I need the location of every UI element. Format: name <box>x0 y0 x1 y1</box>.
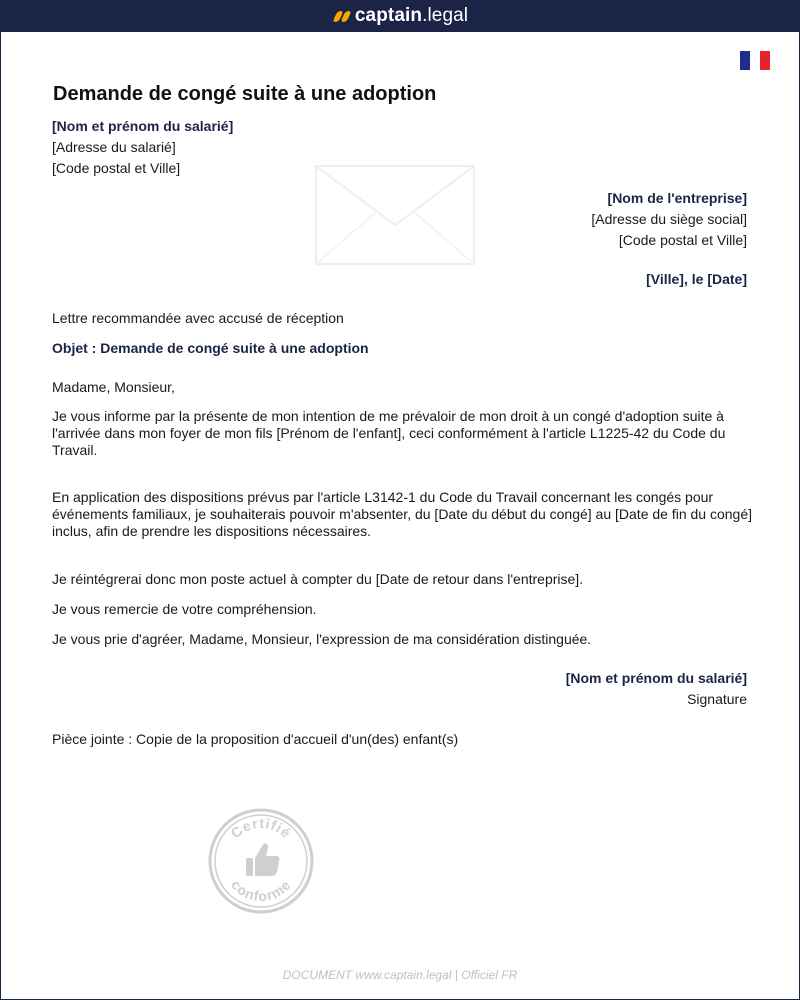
logo-tld: .legal <box>422 5 469 26</box>
sender-city: [Code postal et Ville] <box>52 160 181 176</box>
body-paragraph-3: Je réintégrerai donc mon poste actuel à compter du [Date de retour dans l'entreprise]. <box>52 571 584 587</box>
france-flag-icon <box>740 51 770 70</box>
salutation: Madame, Monsieur, <box>52 379 175 395</box>
logo-slash-icon <box>332 8 352 24</box>
attachment-line: Pièce jointe : Copie de la proposition d'accueil d'un(des) enfant(s) <box>52 731 459 747</box>
body-paragraph-4: Je vous remercie de votre compréhension. <box>52 601 317 617</box>
body-paragraph-1: Je vous informe par la présente de mon intention de me prévaloir de mon droit à un congé d'adoption suite à l'arrivée dans mon foyer de mon fils [Prénom de l'enfant], ceci conformément à l'article L1225-42 du Code du Travail. <box>52 408 726 458</box>
recipient-address: [Adresse du siège social] <box>591 211 747 227</box>
envelope-watermark-icon <box>315 165 475 265</box>
thumbs-up-icon <box>246 844 279 876</box>
recipient-company: [Nom de l'entreprise] <box>607 190 747 206</box>
document-title: Demande de congé suite à une adoption <box>53 83 437 105</box>
delivery-mode: Lettre recommandée avec accusé de réception <box>52 310 344 326</box>
closing-formula: Je vous prie d'agréer, Madame, Monsieur, l'expression de ma considération distinguée. <box>52 631 592 647</box>
captain-legal-logo[interactable] <box>332 5 468 27</box>
body-paragraph-2: En application des dispositions prévus par l'article L3142-1 du Code du Travail concernant les congés pour événements familiaux, je souhaiterais pouvoir m'absenter, du [Date du début du congé] au [Date de fin du congé] inclus, afin de prendre les dispositions nécessaires. <box>52 489 753 539</box>
signature-label: Signature <box>687 691 747 707</box>
top-bar <box>0 0 800 32</box>
certified-stamp <box>208 808 314 914</box>
signature-name: [Nom et prénom du salarié] <box>565 670 747 686</box>
stamp-bottom-text: conforme <box>227 876 295 905</box>
place-date: [Ville], le [Date] <box>646 271 747 287</box>
svg-text:Certifié <box>228 815 295 841</box>
sender-address: [Adresse du salarié] <box>52 139 176 155</box>
stamp-top-text: Certifié <box>227 814 295 842</box>
footer-text: DOCUMENT www.captain.legal | Officiel FR <box>282 968 518 982</box>
recipient-city: [Code postal et Ville] <box>618 232 747 248</box>
logo-brand: captain <box>354 5 423 26</box>
subject-line: Objet : Demande de congé suite à une adoption <box>52 340 369 356</box>
sender-name: [Nom et prénom du salarié] <box>52 118 234 134</box>
